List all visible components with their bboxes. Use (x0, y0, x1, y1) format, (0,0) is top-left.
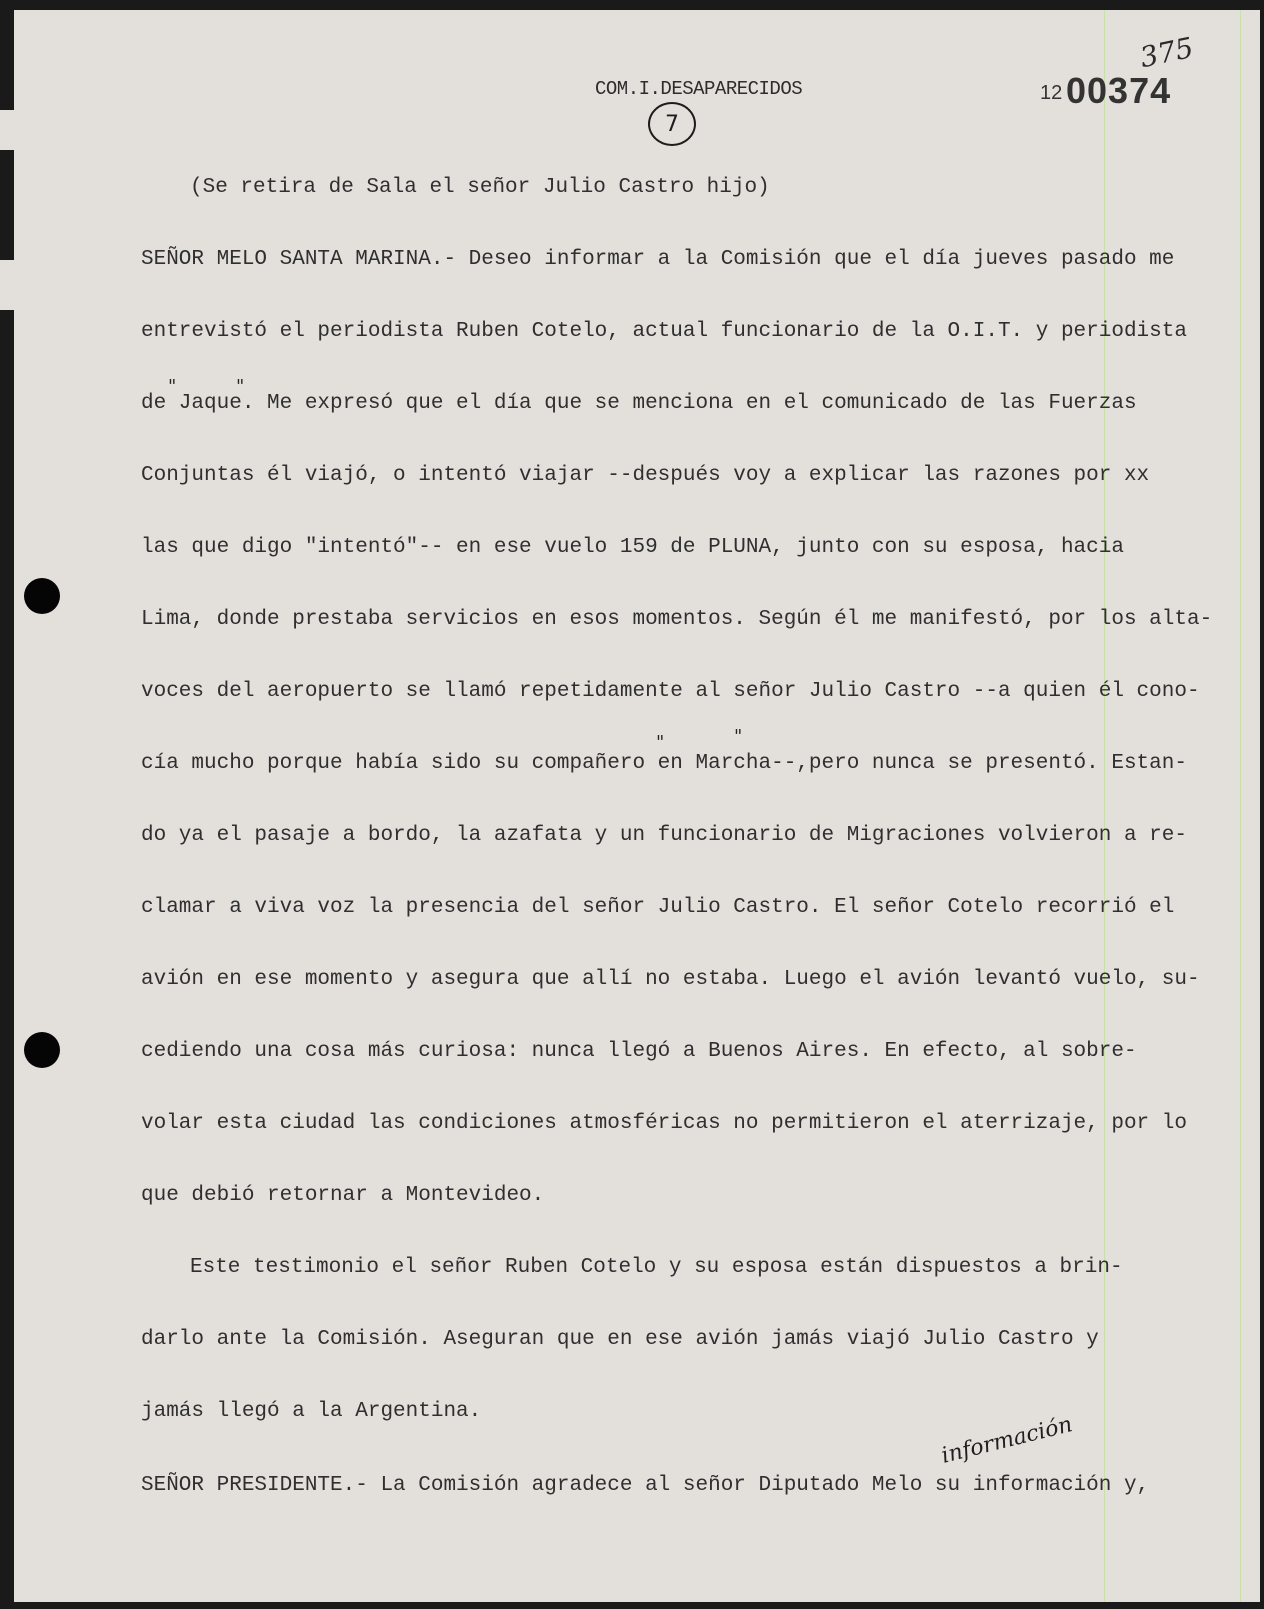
document-header: COM.I.DESAPARECIDOS (595, 78, 803, 100)
handwritten-page-number: 375 (1137, 30, 1197, 75)
binder-mark (0, 260, 14, 310)
punch-hole (24, 578, 60, 614)
folio-prefix: 12 (1040, 82, 1063, 104)
text-line: darlo ante la Comisión. Aseguran que en ese avión jamás viajó Julio Castro y (141, 1328, 1099, 1351)
quote-mark: " (168, 376, 177, 397)
punch-hole (24, 1032, 60, 1068)
text-line: avión en ese momento y asegura que allí no estaba. Luego el avión levantó vuelo, su- (141, 968, 1200, 991)
text-line: (Se retira de Sala el señor Julio Castro hijo) (190, 176, 770, 199)
text-line: volar esta ciudad las condiciones atmosféricas no permitieron el aterrizaje, por lo (141, 1112, 1187, 1135)
quote-mark: " (656, 732, 665, 753)
text-line: Lima, donde prestaba servicios en esos momentos. Según él me manifestó, por los alta- (141, 608, 1213, 631)
quote-mark: " (734, 726, 743, 747)
handwritten-correction: información (938, 1412, 1075, 1469)
circled-page-number: 7 (648, 102, 696, 146)
text-line: SEÑOR PRESIDENTE.- La Comisión agradece al señor Diputado Melo su información y, (141, 1474, 1150, 1497)
text-line: jamás llegó a la Argentina. (141, 1400, 482, 1423)
text-line: de Jaque. Me expresó que el día que se menciona en el comunicado de las Fuerzas (141, 392, 1137, 415)
text-line: do ya el pasaje a bordo, la azafata y un funcionario de Migraciones volvieron a re- (141, 824, 1187, 847)
text-line: entrevistó el periodista Ruben Cotelo, actual funcionario de la O.I.T. y periodista (141, 320, 1187, 343)
text-line: Este testimonio el señor Ruben Cotelo y su esposa están dispuestos a brin- (190, 1256, 1123, 1279)
text-line: voces del aeropuerto se llamó repetidamente al señor Julio Castro --a quien él cono- (141, 680, 1200, 703)
binder-mark (0, 110, 14, 150)
text-line: clamar a viva voz la presencia del señor Julio Castro. El señor Cotelo recorrió el (141, 896, 1175, 919)
text-line: las que digo "intentó"-- en ese vuelo 159 de PLUNA, junto con su esposa, hacia (141, 536, 1124, 559)
text-line: SEÑOR MELO SANTA MARINA.- Deseo informar a la Comisión que el día jueves pasado me (141, 248, 1175, 271)
text-line: cediendo una cosa más curiosa: nunca llegó a Buenos Aires. En efecto, al sobre- (141, 1040, 1137, 1063)
text-line: Conjuntas él viajó, o intentó viajar --después voy a explicar las razones por xx (141, 464, 1150, 487)
folio-number: 00374 (1066, 70, 1172, 111)
text-line: cía mucho porque había sido su compañero en Marcha--,pero nunca se presentó. Estan- (141, 752, 1187, 775)
text-line: que debió retornar a Montevideo. (141, 1184, 545, 1207)
quote-mark: " (236, 376, 245, 397)
margin-line (1240, 10, 1241, 1602)
